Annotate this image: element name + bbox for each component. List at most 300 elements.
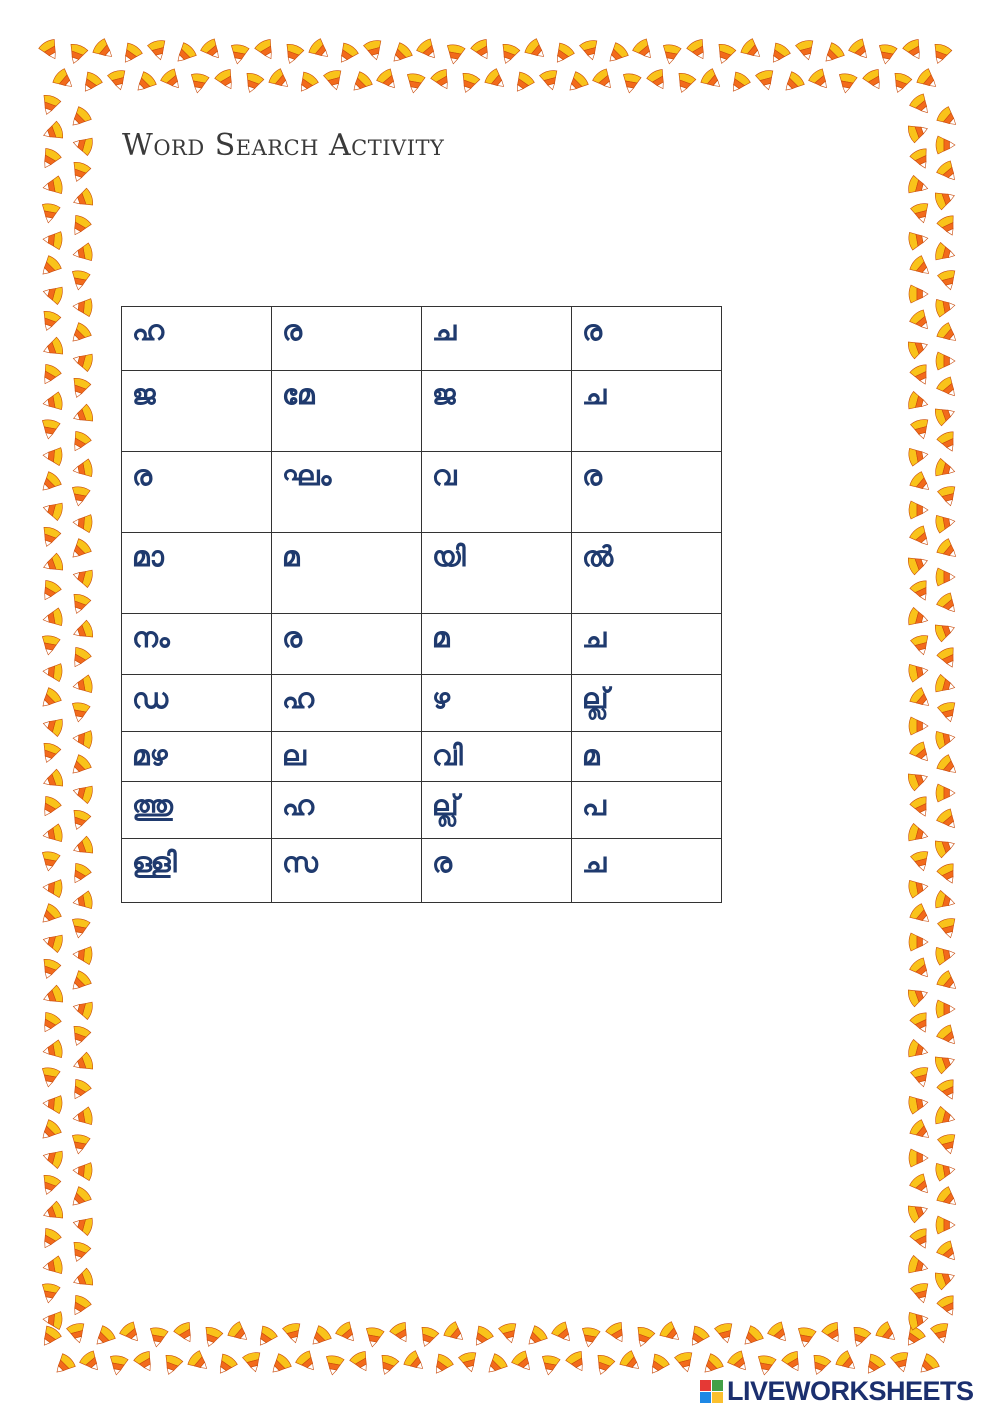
candy-corn-icon — [937, 269, 959, 292]
candy-corn-icon — [935, 321, 961, 347]
candy-corn-icon — [39, 1067, 60, 1089]
candy-corn-icon — [901, 1324, 927, 1350]
candy-corn-icon — [909, 933, 928, 951]
candy-corn-icon — [42, 662, 62, 682]
grid-cell[interactable]: ല — [272, 732, 422, 782]
candy-corn-icon — [41, 768, 65, 791]
candy-corn-icon — [37, 1324, 63, 1350]
grid-cell[interactable]: ര — [422, 839, 572, 903]
candy-corn-icon — [906, 768, 930, 791]
candy-corn-icon — [66, 1322, 88, 1345]
candy-corn-icon — [294, 1349, 320, 1375]
candy-corn-icon — [72, 945, 92, 965]
candy-corn-icon — [908, 686, 934, 712]
candy-corn-icon — [907, 1039, 930, 1061]
candy-corn-icon — [936, 862, 960, 887]
candy-corn-icon — [67, 537, 93, 563]
candy-corn-icon — [934, 242, 957, 264]
candy-corn-icon — [579, 39, 601, 62]
candy-corn-icon — [72, 1107, 94, 1128]
candy-corn-icon — [172, 41, 198, 67]
grid-cell[interactable]: ല്ല് — [572, 675, 722, 732]
candy-corn-icon — [910, 1282, 932, 1305]
candy-corn-icon — [67, 430, 92, 455]
candy-corn-icon — [429, 1352, 455, 1378]
grid-row — [122, 782, 722, 839]
candy-corn-icon — [37, 1011, 62, 1036]
liveworksheets-wordmark: LIVEWORKSHEETS — [727, 1376, 974, 1406]
candy-corn-icon — [42, 824, 64, 845]
candy-corn-icon — [908, 470, 934, 496]
candy-corn-icon — [906, 984, 930, 1007]
candy-corn-icon — [72, 513, 92, 533]
candy-corn-icon — [71, 619, 95, 642]
candy-corn-icon — [67, 969, 93, 995]
grid-row — [122, 839, 722, 903]
grid-row — [122, 533, 722, 614]
candy-corn-icon — [934, 674, 957, 696]
candy-corn-icon — [909, 501, 928, 519]
candy-corn-icon — [389, 1321, 414, 1346]
grid-cell[interactable]: ജ — [122, 371, 272, 452]
candy-corn-icon — [908, 1172, 934, 1198]
candy-corn-icon — [71, 1051, 95, 1074]
candy-corn-icon — [72, 675, 94, 696]
candy-corn-icon — [483, 67, 509, 93]
candy-corn-icon — [41, 984, 65, 1007]
candy-corn-icon — [937, 917, 959, 940]
candy-corn-icon — [282, 1322, 304, 1345]
candy-corn-icon — [646, 68, 671, 93]
liveworksheets-mark-icon — [700, 1380, 723, 1403]
candy-corn-icon — [631, 37, 657, 63]
grid-cell[interactable]: ഹ — [272, 782, 422, 839]
candy-corn-icon — [38, 957, 61, 981]
grid-cell[interactable]: ഘം — [272, 452, 422, 533]
candy-corn-icon — [739, 37, 765, 63]
candy-corn-icon — [739, 1324, 765, 1350]
grid-cell[interactable]: ച — [572, 614, 722, 675]
candy-corn-icon — [348, 70, 374, 96]
mark-square — [712, 1380, 723, 1391]
candy-corn-icon — [902, 38, 927, 63]
candy-corn-icon — [795, 1327, 816, 1349]
candy-corn-icon — [908, 956, 934, 982]
candy-corn-icon — [909, 147, 933, 172]
candy-corn-icon — [780, 70, 806, 96]
candy-corn-icon — [72, 297, 92, 317]
candy-corn-icon — [935, 969, 961, 995]
grid-cell[interactable]: മാ — [122, 533, 272, 614]
grid-cell[interactable]: ള്ളി — [122, 839, 272, 903]
candy-corn-icon — [510, 1349, 536, 1375]
grid-cell[interactable]: ച — [422, 307, 572, 371]
candy-corn-icon — [37, 254, 63, 280]
candy-corn-icon — [42, 230, 62, 250]
candy-corn-icon — [936, 430, 960, 455]
candy-corn-icon — [936, 784, 955, 802]
candy-corn-icon — [71, 134, 94, 156]
candy-corn-icon — [714, 1322, 736, 1345]
liveworksheets-logo[interactable] — [700, 1376, 974, 1407]
candy-corn-icon — [67, 321, 93, 347]
candy-corn-icon — [604, 41, 630, 67]
candy-corn-icon — [933, 619, 957, 642]
candy-corn-icon — [908, 1309, 930, 1330]
candy-corn-icon — [620, 73, 641, 95]
candy-corn-icon — [42, 1094, 62, 1114]
candy-corn-icon — [935, 1160, 957, 1181]
candy-corn-icon — [65, 42, 88, 66]
candy-corn-icon — [755, 1355, 776, 1377]
candy-corn-icon — [188, 73, 209, 95]
candy-corn-icon — [307, 37, 333, 63]
candy-corn-icon — [565, 1350, 590, 1375]
candy-corn-icon — [469, 1324, 495, 1350]
candy-corn-icon — [673, 71, 696, 95]
candy-corn-icon — [936, 1216, 955, 1234]
grid-cell[interactable]: ര — [572, 452, 722, 533]
candy-corn-icon — [67, 753, 93, 779]
candy-corn-icon — [510, 70, 536, 96]
candy-corn-icon — [908, 661, 930, 682]
candy-corn-icon — [539, 69, 561, 92]
candy-corn-icon — [937, 701, 959, 724]
candy-corn-icon — [39, 203, 60, 225]
candy-corn-icon — [909, 1011, 933, 1036]
candy-corn-icon — [404, 73, 425, 95]
candy-corn-icon — [936, 646, 960, 671]
candy-corn-icon — [834, 1349, 860, 1375]
candy-corn-icon — [935, 1185, 961, 1211]
candy-corn-icon — [660, 44, 681, 66]
candy-corn-icon — [444, 44, 465, 66]
candy-corn-icon — [908, 92, 934, 118]
candy-corn-icon — [935, 1239, 961, 1265]
candy-corn-icon — [910, 418, 932, 441]
grid-row — [122, 307, 722, 371]
candy-corn-icon — [933, 187, 957, 210]
grid-cell[interactable]: യി — [422, 533, 572, 614]
candy-corn-icon — [41, 1147, 64, 1169]
candy-corn-icon — [908, 902, 934, 928]
candy-corn-icon — [726, 70, 752, 96]
grid-cell[interactable]: വ — [422, 452, 572, 533]
candy-corn-icon — [41, 120, 65, 143]
candy-corn-icon — [37, 686, 63, 712]
candy-corn-icon — [908, 1093, 930, 1114]
candy-corn-icon — [523, 1324, 549, 1350]
candy-corn-icon — [847, 37, 873, 63]
grid-cell[interactable]: പ — [572, 782, 722, 839]
candy-corn-icon — [909, 717, 928, 735]
candy-corn-icon — [539, 1355, 560, 1377]
candy-corn-icon — [579, 1327, 600, 1349]
candy-corn-icon — [71, 350, 94, 372]
candy-corn-icon — [935, 1023, 961, 1049]
candy-corn-icon — [51, 1352, 77, 1378]
candy-corn-icon — [69, 486, 90, 508]
candy-corn-icon — [935, 105, 961, 131]
candy-corn-icon — [906, 336, 930, 359]
candy-corn-icon — [910, 202, 932, 225]
grid-cell[interactable]: ര — [272, 307, 422, 371]
candy-corn-icon — [147, 39, 169, 62]
candy-corn-icon — [807, 67, 833, 93]
candy-corn-icon — [71, 1214, 94, 1236]
candy-corn-icon — [497, 42, 520, 66]
grid-cell[interactable]: ല്ല് — [422, 782, 572, 839]
candy-corn-icon — [933, 835, 957, 858]
candy-corn-icon — [820, 41, 846, 67]
candy-corn-icon — [37, 795, 62, 820]
candy-corn-icon — [42, 1040, 64, 1061]
candy-corn-icon — [159, 67, 185, 93]
candy-corn-icon — [42, 608, 64, 629]
grid-cell[interactable]: വി — [422, 732, 572, 782]
grid-cell[interactable]: മഴ — [122, 732, 272, 782]
candy-corn-icon — [908, 877, 930, 898]
candy-corn-icon — [935, 807, 961, 833]
candy-corn-icon — [173, 1321, 198, 1346]
candy-corn-icon — [68, 1240, 91, 1264]
candy-corn-icon — [755, 69, 777, 92]
grid-row — [122, 371, 722, 452]
candy-corn-icon — [72, 729, 92, 749]
candy-corn-icon — [38, 38, 63, 63]
grid-cell[interactable]: നം — [122, 614, 272, 675]
candy-corn-icon — [375, 67, 401, 93]
candy-corn-icon — [242, 1351, 264, 1374]
candy-corn-icon — [910, 634, 932, 657]
candy-corn-icon — [935, 728, 957, 749]
candy-corn-icon — [71, 566, 94, 588]
worksheet-title: Word Search Activity — [122, 128, 445, 163]
candy-corn-icon — [936, 214, 960, 239]
candy-corn-icon — [281, 42, 304, 66]
candy-corn-icon — [935, 591, 961, 617]
candy-corn-icon — [68, 160, 91, 184]
grid-row — [122, 732, 722, 782]
candy-corn-icon — [91, 37, 117, 63]
candy-corn-icon — [910, 850, 932, 873]
candy-corn-icon — [937, 485, 959, 508]
candy-corn-icon — [42, 392, 64, 413]
grid-row — [122, 452, 722, 533]
candy-corn-icon — [376, 1353, 399, 1377]
candy-corn-icon — [267, 67, 293, 93]
candy-corn-icon — [686, 38, 711, 63]
candy-corn-icon — [458, 1351, 480, 1374]
candy-corn-icon — [933, 1051, 957, 1074]
candy-corn-icon — [78, 1349, 104, 1375]
grid-cell[interactable]: ഹ — [272, 675, 422, 732]
grid-cell[interactable]: ര — [272, 614, 422, 675]
candy-corn-icon — [307, 1324, 333, 1350]
candy-corn-icon — [934, 458, 957, 480]
candy-corn-icon — [214, 68, 239, 93]
candy-corn-icon — [402, 1349, 428, 1375]
candy-corn-icon — [699, 1352, 725, 1378]
candy-corn-icon — [69, 1134, 90, 1156]
candy-corn-icon — [550, 1320, 576, 1346]
candy-corn-icon — [632, 1325, 655, 1349]
candy-corn-icon — [118, 1320, 144, 1346]
candy-corn-icon — [766, 41, 792, 67]
grid-cell[interactable]: ഡ — [122, 675, 272, 732]
candy-corn-icon — [934, 1106, 957, 1128]
candy-corn-icon — [457, 71, 480, 95]
mark-square — [712, 1392, 723, 1403]
candy-corn-icon — [67, 105, 93, 131]
candy-corn-icon — [51, 67, 77, 93]
candy-corn-icon — [933, 403, 957, 426]
candy-corn-icon — [41, 1200, 65, 1223]
candy-corn-icon — [199, 37, 225, 63]
candy-corn-icon — [72, 891, 94, 912]
candy-corn-icon — [67, 646, 92, 671]
candy-corn-icon — [241, 71, 264, 95]
candy-corn-icon — [889, 71, 912, 95]
candy-corn-icon — [107, 1355, 128, 1377]
candy-corn-icon — [334, 1320, 360, 1346]
grid-cell[interactable]: ഴ — [422, 675, 572, 732]
candy-corn-icon — [591, 67, 617, 93]
candy-corn-icon — [72, 459, 94, 480]
candy-corn-icon — [908, 308, 934, 334]
candy-corn-icon — [71, 835, 95, 858]
grid-cell[interactable]: സ — [272, 839, 422, 903]
grid-cell[interactable]: ത്തു — [122, 782, 272, 839]
candy-corn-icon — [618, 1349, 644, 1375]
candy-corn-icon — [442, 1320, 468, 1346]
grid-cell[interactable]: മേ — [272, 371, 422, 452]
candy-corn-icon — [658, 1320, 684, 1346]
candy-corn-icon — [267, 1352, 293, 1378]
candy-corn-icon — [795, 39, 817, 62]
candy-corn-icon — [160, 1353, 183, 1377]
candy-corn-icon — [766, 1320, 792, 1346]
candy-corn-icon — [935, 512, 957, 533]
candy-corn-icon — [605, 1321, 630, 1346]
grid-cell[interactable]: ഹ — [122, 307, 272, 371]
candy-corn-icon — [564, 70, 590, 96]
grid-cell[interactable]: മ — [422, 614, 572, 675]
candy-corn-icon — [915, 1352, 941, 1378]
candy-corn-icon — [908, 524, 934, 550]
candy-corn-icon — [935, 753, 961, 779]
candy-corn-icon — [929, 42, 952, 66]
candy-corn-icon — [645, 1352, 671, 1378]
candy-corn-icon — [37, 902, 63, 928]
grid-cell[interactable]: മ — [572, 732, 722, 782]
candy-corn-icon — [388, 41, 414, 67]
candy-corn-icon — [69, 270, 90, 292]
grid-cell[interactable]: ര — [572, 307, 722, 371]
candy-corn-icon — [907, 607, 930, 629]
candy-corn-icon — [71, 1267, 95, 1290]
candy-corn-icon — [363, 1327, 384, 1349]
candy-corn-icon — [674, 1351, 696, 1374]
candy-corn-icon — [41, 715, 64, 737]
candy-corn-icon — [253, 1324, 279, 1350]
candy-corn-icon — [936, 568, 955, 586]
candy-corn-icon — [72, 1161, 92, 1181]
candy-corn-icon — [38, 309, 61, 333]
candy-corn-icon — [909, 363, 933, 388]
candy-corn-icon — [107, 69, 129, 92]
candy-corn-icon — [933, 1267, 957, 1290]
candy-corn-icon — [781, 1350, 806, 1375]
candy-corn-icon — [907, 823, 930, 845]
candy-corn-icon — [67, 214, 92, 239]
candy-corn-icon — [930, 1322, 952, 1345]
candy-corn-icon — [38, 525, 61, 549]
candy-corn-icon — [908, 254, 934, 280]
candy-corn-icon — [713, 42, 736, 66]
grid-cell[interactable]: ച — [572, 371, 722, 452]
candy-corn-icon — [78, 70, 104, 96]
candy-corn-icon — [470, 38, 495, 63]
candy-corn-icon — [323, 1355, 344, 1377]
candy-corn-icon — [363, 39, 385, 62]
grid-cell[interactable]: ൽ — [572, 533, 722, 614]
candy-corn-icon — [71, 403, 95, 426]
candy-corn-icon — [890, 1351, 912, 1374]
candy-corn-icon — [523, 37, 549, 63]
candy-corn-icon — [937, 1133, 959, 1156]
candy-corn-icon — [935, 944, 957, 965]
grid-cell[interactable]: ര — [122, 452, 272, 533]
candy-corn-icon — [37, 363, 62, 388]
candy-corn-icon — [71, 187, 95, 210]
candy-corn-icon — [67, 1078, 92, 1103]
candy-corn-icon — [935, 296, 957, 317]
candy-corn-icon — [907, 175, 930, 197]
candy-corn-icon — [483, 1352, 509, 1378]
candy-corn-icon — [118, 41, 144, 67]
candy-corn-icon — [37, 1227, 62, 1252]
grid-row — [122, 675, 722, 732]
candy-corn-icon — [874, 1320, 900, 1346]
candy-corn-icon — [67, 1294, 92, 1319]
grid-cell[interactable]: ച — [572, 839, 722, 903]
candy-corn-icon — [41, 499, 64, 521]
candy-corn-icon — [908, 1118, 934, 1144]
grid-cell[interactable]: മ — [272, 533, 422, 614]
candy-corn-icon — [323, 69, 345, 92]
candy-corn-icon — [228, 44, 249, 66]
candy-corn-icon — [71, 782, 94, 804]
candy-corn-icon — [908, 740, 934, 766]
candy-corn-icon — [907, 391, 930, 413]
candy-corn-icon — [41, 336, 65, 359]
candy-corn-icon — [68, 376, 91, 400]
candy-corn-icon — [498, 1322, 520, 1345]
candy-corn-icon — [294, 70, 320, 96]
candy-corn-icon — [38, 93, 61, 117]
candy-corn-icon — [934, 890, 957, 912]
candy-corn-icon — [69, 918, 90, 940]
candy-corn-icon — [936, 136, 955, 154]
candy-corn-icon — [132, 70, 158, 96]
candy-corn-icon — [37, 147, 62, 172]
candy-corn-icon — [42, 446, 62, 466]
candy-corn-icon — [935, 537, 961, 563]
grid-cell[interactable]: ജ — [422, 371, 572, 452]
candy-corn-icon — [147, 1327, 168, 1349]
candy-corn-icon — [226, 1320, 252, 1346]
